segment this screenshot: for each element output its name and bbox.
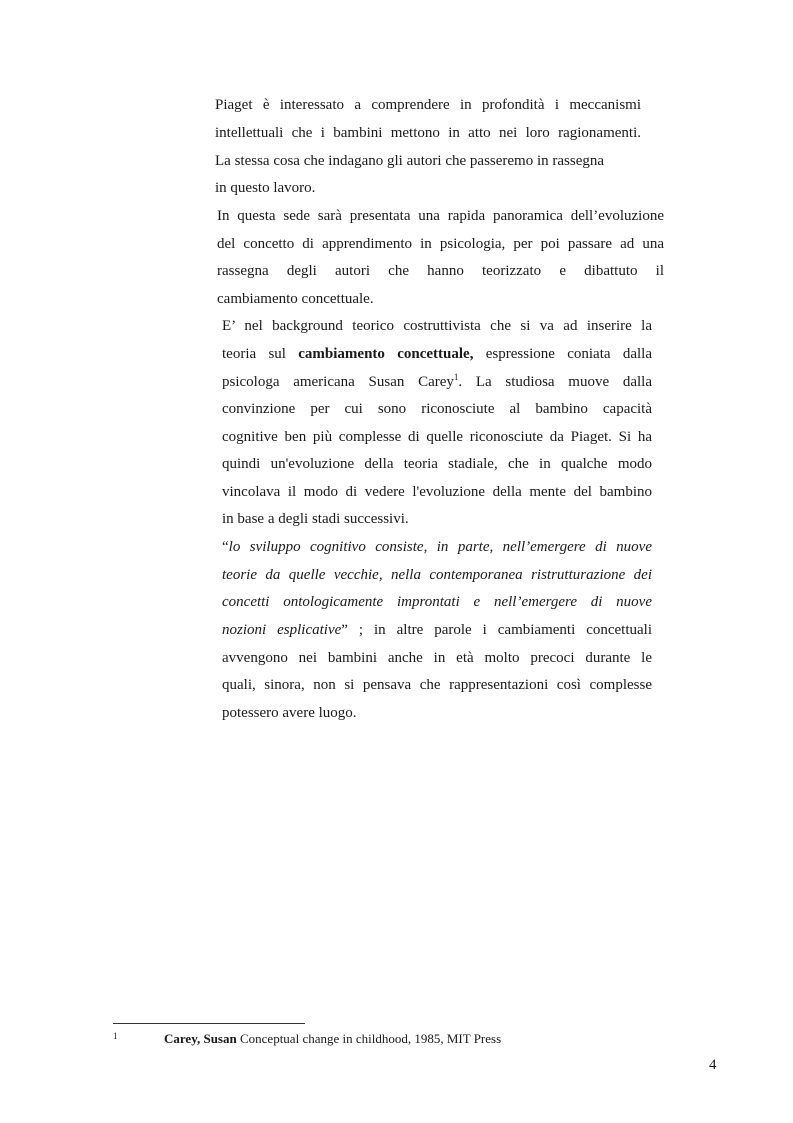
bold-term: cambiamento concettuale, <box>298 346 474 362</box>
footnote-author: Carey, Susan <box>164 1031 237 1046</box>
text-line: rassegna degli autori che hanno teorizzato e dibattuto il <box>217 263 664 279</box>
text-line: quali, sinora, non si pensava che rappresentazioni così complesse <box>222 677 652 693</box>
text-line <box>222 538 652 556</box>
text-span: espressione coniata dalla <box>473 346 652 362</box>
text-line <box>222 593 652 611</box>
text-span: . La studiosa muove dalla <box>458 374 653 390</box>
text-span: teoria sul <box>222 346 299 362</box>
text-line <box>222 621 652 639</box>
footnote-text <box>164 1031 501 1047</box>
quote-text: nozioni esplicative <box>222 622 342 638</box>
text-line <box>222 373 652 391</box>
text-span: psicologa americana Susan Carey <box>222 374 454 390</box>
text-line <box>222 345 652 363</box>
text-span: ” ; in altre parole i cambiamenti concettuali <box>341 622 652 638</box>
text-line: in questo lavoro. <box>215 180 316 196</box>
text-line: In questa sede sarà presentata una rapida panoramica dell’evoluzione <box>217 208 664 224</box>
page-number: 4 <box>709 1057 717 1073</box>
quote-text: lo sviluppo cognitivo consiste, in parte, nell’emergere di nuove <box>228 539 652 555</box>
footnote-citation: Conceptual change in childhood, 1985, MIT Press <box>236 1031 502 1046</box>
text-line: in base a degli stadi successivi. <box>222 511 409 527</box>
quote-text: concetti ontologicamente improntati e nell’emergere di nuove <box>222 594 652 610</box>
text-line: La stessa cosa che indagano gli autori che passeremo in rassegna <box>215 153 605 169</box>
footnote-mark: 1 <box>113 1031 118 1041</box>
footnote-separator <box>113 1023 305 1024</box>
text-line: quindi un'evoluzione della teoria stadiale, che in qualche modo <box>222 456 652 472</box>
text-line: convinzione per cui sono riconosciute al bambino capacità <box>222 401 652 417</box>
text-line: vincolava il modo di vedere l'evoluzione della mente del bambino <box>222 484 652 500</box>
text-line: potessero avere luogo. <box>222 705 357 721</box>
text-line <box>222 566 652 584</box>
text-line: cambiamento concettuale. <box>217 291 374 307</box>
text-line: E’ nel background teorico costruttivista che si va ad inserire la <box>222 318 652 334</box>
quote-text: teorie da quelle vecchie, nella contemporanea ristrutturazione dei <box>222 567 652 583</box>
text-line: intellettuali che i bambini mettono in atto nei loro ragionamenti. <box>215 125 641 141</box>
text-line: del concetto di apprendimento in psicologia, per poi passare ad una <box>217 236 664 252</box>
text-span: “ <box>222 539 229 555</box>
text-line: avvengono nei bambini anche in età molto precoci durante le <box>222 650 652 666</box>
text-line: cognitive ben più complesse di quelle riconosciute da Piaget. Si ha <box>222 429 652 445</box>
text-line: Piaget è interessato a comprendere in profondità i meccanismi <box>215 97 641 113</box>
footnote-reference: 1 <box>453 372 459 382</box>
